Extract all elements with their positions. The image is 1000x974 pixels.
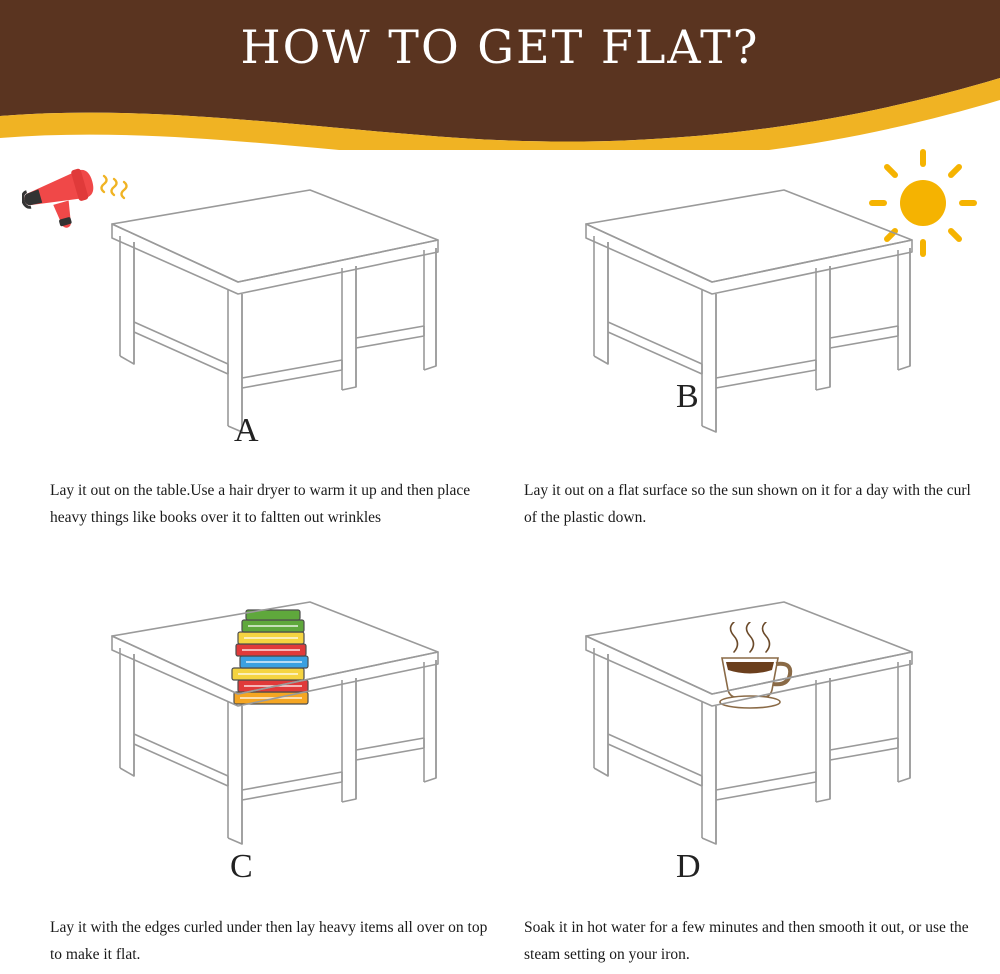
panel-d-letter: D — [676, 848, 701, 885]
panel-d-caption: Soak it in hot water for a few minutes and then smooth it out, or use the steam setting on your iron. — [524, 919, 969, 964]
panel-a-caption: Lay it out on the table.Use a hair dryer to warm it up and then place heavy things like books over it to faltten out wrinkles — [50, 482, 471, 527]
panel-grid — [0, 150, 1000, 974]
panel-a — [22, 152, 502, 552]
panel-c-letter: C — [230, 848, 253, 885]
panel-a-letter: A — [234, 412, 259, 449]
page-title: HOW TO GET FLAT? — [240, 20, 760, 74]
table-illustration — [42, 594, 442, 864]
panel-b-caption: Lay it out on a flat surface so the sun shown on it for a day with the curl of the plastic down. — [524, 482, 971, 527]
panel-c — [22, 564, 502, 964]
table-illustration — [516, 182, 916, 452]
panel-d — [500, 564, 980, 964]
header-banner — [0, 0, 1000, 150]
table-illustration — [516, 594, 916, 864]
panel-c-caption: Lay it with the edges curled under then lay heavy items all over on top to make it flat. — [50, 919, 488, 964]
panel-b-letter: B — [676, 378, 699, 415]
panel-b — [500, 152, 980, 552]
